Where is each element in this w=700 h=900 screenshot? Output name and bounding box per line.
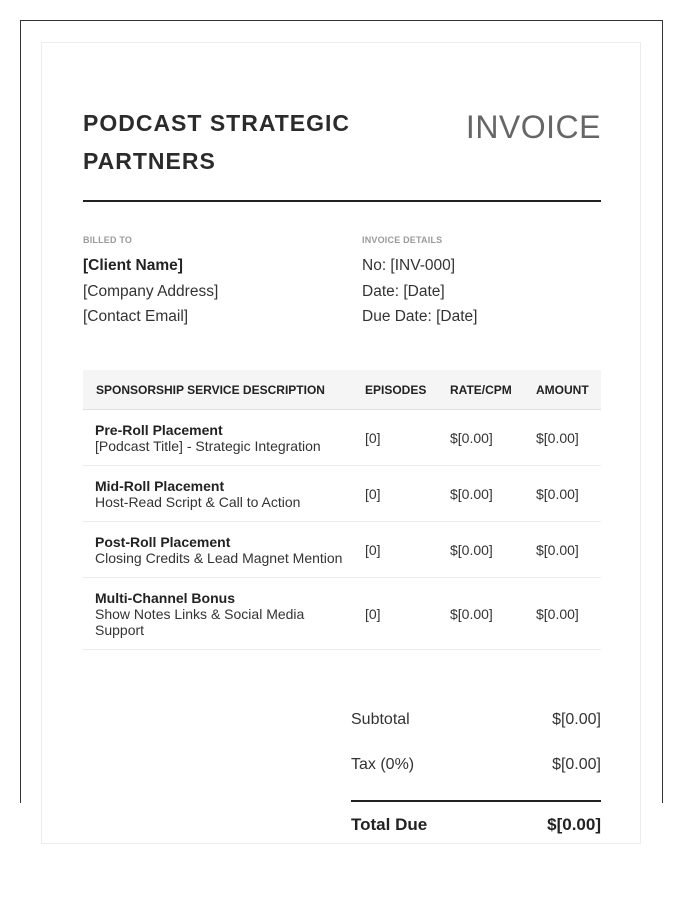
column-header-rate: RATE/CPM xyxy=(450,370,536,410)
subtotal-row xyxy=(351,711,601,735)
invoice-details-label: INVOICE DETAILS xyxy=(362,235,443,245)
table-row xyxy=(83,410,601,466)
service-name: Post-Roll Placement xyxy=(95,534,231,550)
rate-cell: $[0.00] xyxy=(450,578,536,650)
contact-email: [Contact Email] xyxy=(83,308,189,325)
billed-to-block xyxy=(83,253,218,330)
column-header-amount: AMOUNT xyxy=(536,370,601,410)
invoice-title: INVOICE xyxy=(465,109,601,145)
subtotal-label: Subtotal xyxy=(351,711,410,728)
company-address: [Company Address] xyxy=(83,282,219,300)
column-header-episodes: EPISODES xyxy=(365,370,450,410)
service-name: Multi-Channel Bonus xyxy=(95,590,235,606)
episodes-cell: [0] xyxy=(365,466,450,522)
column-header-description: SPONSORSHIP SERVICE DESCRIPTION xyxy=(83,370,365,410)
service-name: Mid-Roll Placement xyxy=(95,478,225,494)
client-name: [Client Name] xyxy=(83,257,183,274)
amount-cell: $[0.00] xyxy=(536,466,601,522)
invoice-number: No: [INV-000] xyxy=(362,257,456,274)
service-description-cell xyxy=(83,578,365,650)
billed-to-label: BILLED TO xyxy=(83,235,133,245)
service-name: Pre-Roll Placement xyxy=(95,422,223,438)
service-detail: Closing Credits & Lead Magnet Mention xyxy=(95,550,343,566)
rate-cell: $[0.00] xyxy=(450,466,536,522)
episodes-cell: [0] xyxy=(365,578,450,650)
total-due-label: Total Due xyxy=(351,815,428,834)
totals-divider xyxy=(351,800,601,802)
header-divider xyxy=(83,200,601,202)
service-detail: Show Notes Links & Social Media Support xyxy=(95,606,305,638)
table-row xyxy=(83,522,601,578)
tax-row xyxy=(351,756,601,780)
line-items-table xyxy=(83,370,601,650)
table-row xyxy=(83,578,601,650)
episodes-cell: [0] xyxy=(365,410,450,466)
document-viewport[interactable] xyxy=(20,20,663,834)
episodes-cell: [0] xyxy=(365,522,450,578)
service-detail: [Podcast Title] - Strategic Integration xyxy=(95,438,321,454)
invoice-due-date: Due Date: [Date] xyxy=(362,308,478,325)
invoice-date: Date: [Date] xyxy=(362,282,445,300)
rate-cell: $[0.00] xyxy=(450,410,536,466)
table-row xyxy=(83,466,601,522)
tax-value: $[0.00] xyxy=(552,756,601,773)
total-due-value: $[0.00] xyxy=(547,815,601,834)
amount-cell: $[0.00] xyxy=(536,522,601,578)
invoice-page xyxy=(41,42,641,844)
service-description-cell xyxy=(83,410,365,466)
company-name: PODCAST STRATEGIC PARTNERS xyxy=(83,110,351,174)
service-description-cell xyxy=(83,466,365,522)
table-header-row xyxy=(83,370,601,410)
invoice-details-block xyxy=(362,253,477,330)
rate-cell: $[0.00] xyxy=(450,522,536,578)
amount-cell: $[0.00] xyxy=(536,578,601,650)
service-description-cell xyxy=(83,522,365,578)
subtotal-value: $[0.00] xyxy=(552,711,601,728)
amount-cell: $[0.00] xyxy=(536,410,601,466)
tax-label: Tax (0%) xyxy=(351,756,415,773)
service-detail: Host-Read Script & Call to Action xyxy=(95,494,301,510)
